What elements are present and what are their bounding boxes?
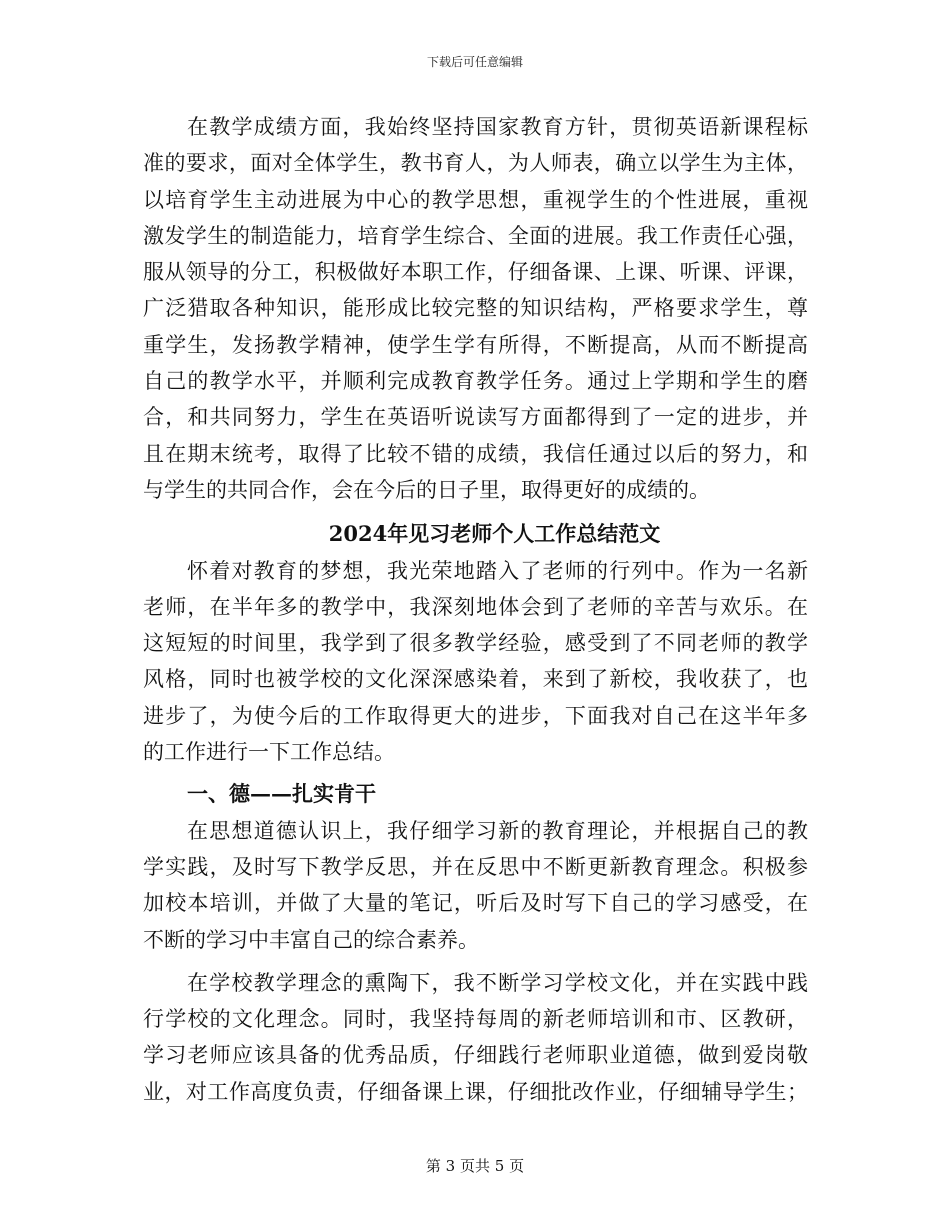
paragraph-line: 准的要求，面对全体学生，教书育人，为人师表，确立以学生为主体， (143, 151, 808, 176)
paragraph-line: 加校本培训，并做了大量的笔记，听后及时写下自己的学习感受，在 (143, 891, 808, 916)
paragraph-line: 进步了，为使今后的工作取得更大的进步，下面我对自己在这半年多 (143, 703, 808, 728)
paragraph-line: 重学生，发扬教学精神，使学生学有所得，不断提高，从而不断提高 (143, 332, 808, 357)
paragraph-line: 激发学生的制造能力，培育学生综合、全面的进展。我工作责任心强， (143, 223, 808, 248)
document-body (143, 109, 808, 1110)
paragraph-line: 老师，在半年多的教学中，我深刻地体会到了老师的辛苦与欢乐。在 (143, 594, 808, 619)
paragraph-line: 的工作进行一下工作总结。 (143, 740, 395, 765)
paragraph-line: 以培育学生主动进展为中心的教学思想，重视学生的个性进展，重视 (143, 187, 808, 212)
paragraph-line: 自己的教学水平，并顺利完成教育教学任务。通过上学期和学生的磨 (143, 369, 808, 394)
paragraph-line: 且在期末统考，取得了比较不错的成绩，我信任通过以后的努力，和 (143, 441, 808, 466)
paragraph-line: 在学校教学理念的熏陶下，我不断学习学校文化，并在实践中践 (187, 970, 808, 995)
paragraph-line: 服从领导的分工，积极做好本职工作，仔细备课、上课、听课、评课， (143, 260, 808, 285)
paragraph-line: 在思想道德认识上，我仔细学习新的教育理论，并根据自己的教 (187, 818, 808, 843)
page-header-note: 下载后可任意编辑 (426, 55, 523, 69)
paragraph-line: 与学生的共同合作，会在今后的日子里，取得更好的成绩的。 (143, 477, 710, 502)
paragraph-school-culture (143, 965, 808, 1110)
page-number: 第 3 页共 5 页 (425, 1157, 525, 1175)
paragraph-line: 风格，同时也被学校的文化深深感染着，来到了新校，我收获了，也 (143, 667, 808, 692)
paragraph-line: 行学校的文化理念。同时，我坚持每周的新老师培训和市、区教研， (143, 1007, 808, 1032)
paragraph-line: 怀着对教育的梦想，我光荣地踏入了老师的行列中。作为一名新 (187, 558, 808, 583)
paragraph-introduction (143, 553, 808, 771)
paragraph-line: 这短短的时间里，我学到了很多教学经验，感受到了不同老师的教学 (143, 631, 808, 656)
paragraph-moral-study (143, 813, 808, 958)
paragraph-line: 业，对工作高度负责，仔细备课上课，仔细批改作业，仔细辅导学生； (143, 1079, 808, 1104)
paragraph-line: 在教学成绩方面，我始终坚持国家教育方针，贯彻英语新课程标 (187, 115, 808, 139)
document-title: 2024年见习老师个人工作总结范文 (328, 521, 661, 547)
paragraph-line: 学实践，及时写下教学反思，并在反思中不断更新教育理念。积极参 (143, 854, 808, 879)
paragraph-teaching-results (143, 109, 808, 508)
paragraph-line: 学习老师应该具备的优秀品质，仔细践行老师职业道德，做到爱岗敬 (143, 1043, 808, 1068)
paragraph-line: 合，和共同努力，学生在英语听说读写方面都得到了一定的进步，并 (143, 405, 808, 430)
section-heading: 一、德——扎实肯干 (187, 781, 376, 807)
paragraph-line: 不断的学习中丰富自己的综合素养。 (143, 927, 479, 952)
paragraph-line: 广泛猎取各种知识，能形成比较完整的知识结构，严格要求学生，尊 (143, 296, 808, 321)
